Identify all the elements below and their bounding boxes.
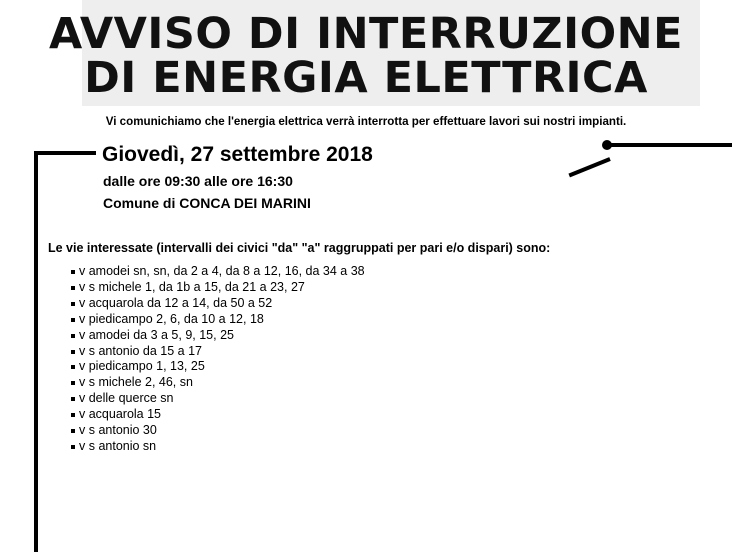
- frame-top-border: [34, 151, 96, 155]
- notice-title: [0, 9, 732, 103]
- list-item: v piedicampo 2, 6, da 10 a 12, 18: [60, 312, 370, 328]
- list-item: v s michele 1, da 1b a 15, da 21 a 23, 27: [60, 280, 370, 296]
- clock-pivot-icon: [602, 140, 612, 150]
- list-item: v s antonio 30: [60, 423, 370, 439]
- title-line-1: AVVISO DI INTERRUZIONE: [49, 9, 683, 59]
- list-item: v amodei sn, sn, da 2 a 4, da 8 a 12, 16, da 34 a 38: [60, 264, 370, 280]
- outage-hours: dalle ore 09:30 alle ore 16:30: [103, 173, 293, 189]
- list-item: v delle querce sn: [60, 391, 370, 407]
- list-item: v s antonio sn: [60, 439, 370, 455]
- outage-date: Giovedì, 27 settembre 2018: [102, 143, 373, 166]
- street-list: [60, 264, 370, 455]
- clock-hand-icon: [568, 157, 610, 177]
- outage-town: Comune di CONCA DEI MARINI: [103, 195, 311, 211]
- frame-right-border: [608, 143, 732, 147]
- streets-intro: Le vie interessate (intervalli dei civici "da" "a" raggruppati per pari e/o dispari) sono:: [48, 241, 551, 255]
- list-item: v s antonio da 15 a 17: [60, 344, 370, 360]
- frame-left-border: [34, 151, 38, 552]
- list-item: v amodei da 3 a 5, 9, 15, 25: [60, 328, 370, 344]
- title-line-2: DI ENERGIA ELETTRICA: [84, 53, 648, 103]
- list-item: v acquarola 15: [60, 407, 370, 423]
- intro-text: Vi comunichiamo che l'energia elettrica verrà interrotta per effettuare lavori sui nostri impianti.: [105, 115, 627, 128]
- list-item: v acquarola da 12 a 14, da 50 a 52: [60, 296, 370, 312]
- list-item: v s michele 2, 46, sn: [60, 375, 370, 391]
- list-item: v piedicampo 1, 13, 25: [60, 359, 370, 375]
